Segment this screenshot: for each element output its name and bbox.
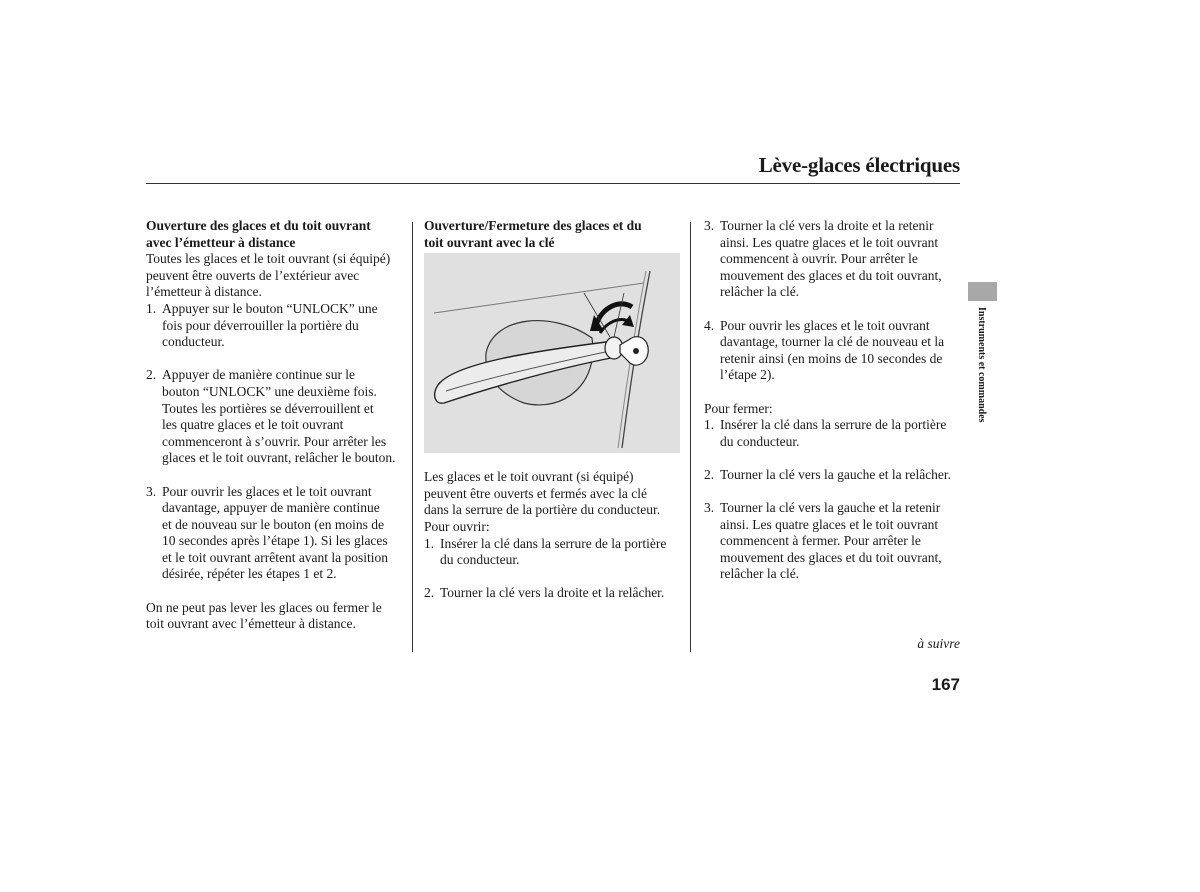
list-item [704,417,966,450]
note-line: toit ouvrant avec l’émetteur à distance. [146,616,356,632]
step-line: Tourner la clé vers la gauche et la relâcher. [720,466,952,482]
step-line: Appuyer sur le bouton “UNLOCK” une [162,300,378,316]
step-number: 1. [146,300,157,316]
section-label-text: Instruments et commandes [976,307,987,423]
step-line: les quatre glaces et le toit ouvrant [162,417,344,433]
section-heading: toit ouvrant avec la clé [424,234,555,250]
step-line: Insérer la clé dans la serrure de la portière [720,417,947,433]
step-line: ainsi. Les quatre glaces et le toit ouvrant [720,234,939,250]
step-number: 3. [704,218,715,233]
step-number: 3. [146,483,157,499]
step-number: 3. [704,500,715,516]
paragraph-line: peuvent être ouverts de l’extérieur avec [146,267,360,283]
step-line: commencent à fermer. Pour arrêter le [720,533,921,549]
title-rule [146,183,960,184]
column-1 [146,218,408,633]
step-number: 2. [424,585,435,601]
column-2 [424,218,686,602]
step-line: bouton “UNLOCK” une deuxième fois. [162,383,377,399]
step-line: commencent à ouvrir. Pour arrêter le [720,251,918,267]
paragraph-line: dans la serrure de la portière du conducteur. [424,502,661,518]
step-line: conducteur. [162,334,225,350]
step-line: Appuyer de manière continue sur le [162,367,356,383]
column-divider-1 [412,222,413,652]
step-line: glaces et le toit ouvrant, relâcher le bouton. [162,450,396,466]
section-tab [968,282,997,301]
list-item [704,467,966,484]
step-number: 1. [424,535,435,551]
close-label: Pour fermer: [704,400,773,416]
page-title: Lève-glaces électriques [758,153,960,177]
step-line: désirée, répéter les étapes 1 et 2. [162,566,337,582]
open-label: Pour ouvrir: [424,518,490,534]
list-item [424,585,686,602]
paragraph-line: Les glaces et le toit ouvrant (si équipé) [424,469,634,485]
step-line: mouvement des glaces et du toit ouvrant, [720,549,942,565]
paragraph-line: l’émetteur à distance. [146,284,262,300]
step-number: 2. [146,367,157,383]
step-line: du conducteur. [720,433,800,449]
paragraph-line: Toutes les glaces et le toit ouvrant (si équipé) [146,251,391,267]
step-line: du conducteur. [440,552,520,568]
section-heading: Ouverture/Fermeture des glaces et du [424,218,642,233]
section-heading: Ouverture des glaces et du toit ouvrant [146,218,371,233]
step-line: davantage, tourner la clé de nouveau et la [720,334,945,350]
step-line: mouvement des glaces et du toit ouvrant, [720,267,942,283]
list-item [704,500,966,583]
door-handle-key-illustration [424,253,680,453]
continued-note: à suivre [917,636,960,651]
step-line: relâcher la clé. [720,284,800,300]
step-line: Pour ouvrir les glaces et le toit ouvrant [162,483,372,499]
column-divider-2 [690,222,691,652]
step-line: Insérer la clé dans la serrure de la portière [440,535,667,551]
section-label [975,307,987,437]
step-number: 1. [704,417,715,433]
list-item [146,367,408,467]
list-item [424,536,686,569]
step-line: l’étape 2). [720,367,775,383]
page-number: 167 [931,675,960,694]
step-number: 4. [704,317,715,333]
list-item [704,218,966,301]
step-number: 2. [704,466,715,482]
step-line: et le toit ouvrant arrêtent avant la position [162,549,389,565]
step-line: Tourner la clé vers la gauche et la retenir [720,500,941,516]
note-line: On ne peut pas lever les glaces ou fermer le [146,599,382,615]
step-line: fois pour déverrouiller la portière du [162,317,359,333]
list-item [146,484,408,584]
step-line: ainsi. Les quatre glaces et le toit ouvrant [720,516,939,532]
step-line: Toutes les portières se déverrouillent et [162,400,374,416]
step-line: davantage, appuyer de manière continue [162,500,380,516]
step-line: Tourner la clé vers la droite et la relâcher. [440,585,665,601]
door-handle-icon [424,253,680,453]
step-line: Pour ouvrir les glaces et le toit ouvrant [720,317,930,333]
step-line: relâcher la clé. [720,566,800,582]
step-line: et de nouveau sur le bouton (en moins de [162,516,384,532]
step-line: commenceront à s’ouvrir. Pour arrêter les [162,433,387,449]
list-item [146,301,408,351]
section-heading: avec l’émetteur à distance [146,234,296,250]
paragraph-line: peuvent être ouverts et fermés avec la clé [424,485,648,501]
list-item [704,318,966,384]
column-3 [704,218,966,583]
step-line: 10 secondes après l’étape 1). Si les glaces [162,533,388,549]
step-line: Tourner la clé vers la droite et la retenir [720,218,934,233]
step-line: retenir ainsi (en moins de 10 secondes de [720,350,943,366]
